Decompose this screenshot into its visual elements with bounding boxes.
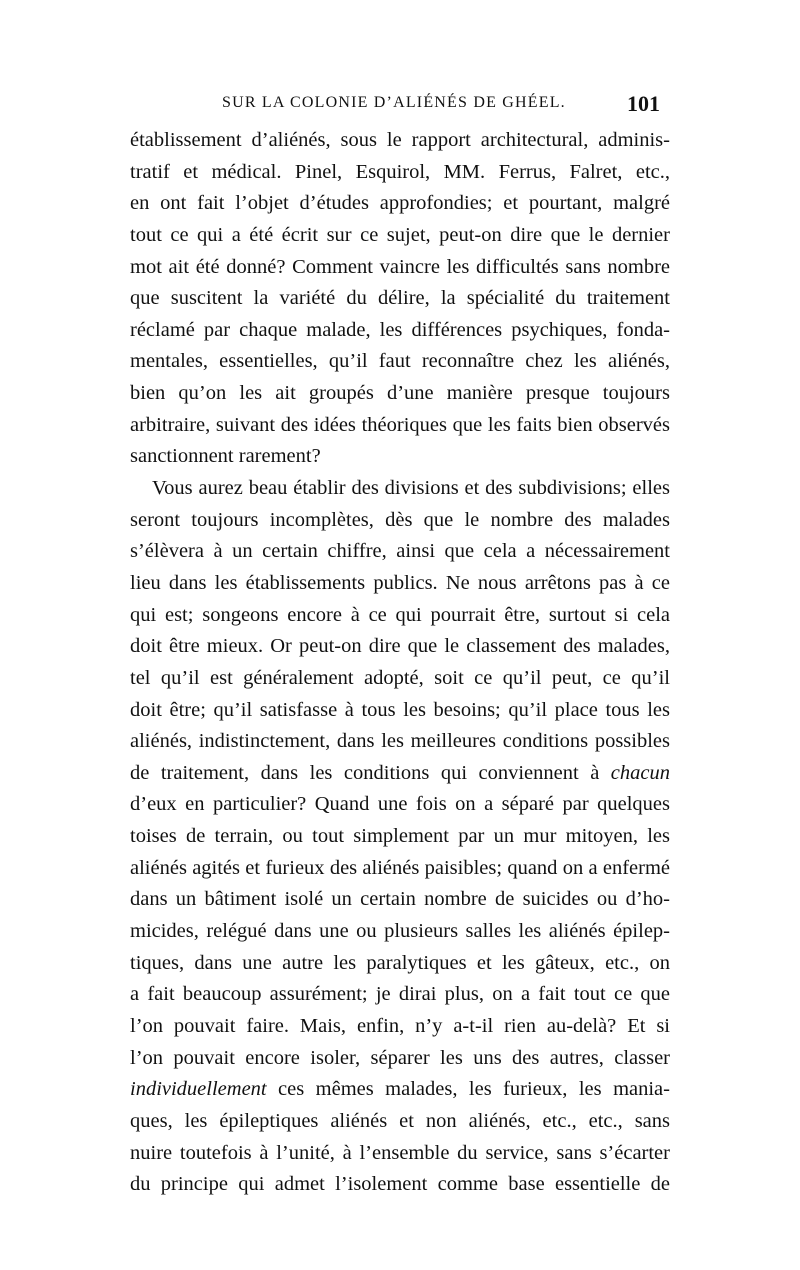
italic-word: individuellement — [130, 1078, 267, 1101]
text-line: aliénés, indistinctement, dans les meilleures conditions possibles — [130, 730, 670, 753]
text-line: tiques, dans une autre les paralytiques et les gâteux, etc., on — [130, 951, 670, 974]
body-text — [130, 125, 670, 1201]
text-line: tel qu’il est généralement adopté, soit ce qu’il peut, ce qu’il — [130, 666, 670, 689]
text-line — [130, 758, 670, 790]
text-line: lieu dans les établissements publics. Ne nous arrêtons pas à ce — [130, 571, 670, 594]
text-line: dans un bâtiment isolé un certain nombre de suicides ou d’ho- — [130, 888, 670, 911]
text-line: arbitraire, suivant des idées théoriques que les faits bien observés — [130, 413, 670, 436]
text-line: doit être; qu’il satisfasse à tous les besoins; qu’il place tous les — [130, 698, 670, 721]
text-line: sanctionnent rarement? — [130, 445, 321, 468]
text-line: établissement d’aliénés, sous le rapport architectural, adminis- — [130, 129, 670, 151]
page-number: 101 — [627, 91, 660, 116]
text-line: mot ait été donné? Comment vaincre les difficultés sans nombre — [130, 255, 670, 278]
text-line: mentales, essentielles, qu’il faut reconnaître chez les aliénés, — [130, 350, 670, 373]
text-line — [130, 1074, 670, 1106]
text-line: tratif et médical. Pinel, Esquirol, MM. Ferrus, Falret, etc., — [130, 160, 670, 183]
running-head — [130, 91, 670, 118]
paragraph-1 — [130, 125, 670, 473]
text-line: réclamé par chaque malade, les différences psychiques, fonda- — [130, 318, 670, 341]
running-title: SUR LA COLONIE D’ALIÉNÉS DE GHÉEL. — [222, 94, 566, 111]
text-line: bien qu’on les ait groupés d’une manière presque toujours — [130, 382, 670, 405]
text-segment: de traitement, dans les conditions qui conviennent à — [130, 761, 611, 784]
text-line: tout ce qui a été écrit sur ce sujet, peut-on dire que le dernier — [130, 223, 670, 246]
text-line: Vous aurez beau établir des divisions et des subdivisions; elles — [152, 477, 670, 500]
text-line: l’on pouvait encore isoler, séparer les uns des autres, classer — [130, 1046, 670, 1069]
text-line: s’élèvera à un certain chiffre, ainsi que cela a nécessairement — [130, 540, 670, 563]
text-line: ques, les épileptiques aliénés et non aliénés, etc., etc., sans — [130, 1109, 670, 1132]
text-line: aliénés agités et furieux des aliénés paisibles; quand on a enfermé — [130, 856, 670, 879]
text-line: doit être mieux. Or peut-on dire que le classement des malades, — [130, 635, 670, 658]
paragraph-2 — [130, 473, 670, 1201]
text-line: que suscitent la variété du délire, la spécialité du traitement — [130, 287, 670, 310]
text-line: micides, relégué dans une ou plusieurs salles les aliénés épilep- — [130, 920, 670, 943]
text-line: du principe qui admet l’isolement comme base essentielle de — [130, 1173, 670, 1196]
text-line: qui est; songeons encore à ce qui pourrait être, surtout si cela — [130, 603, 670, 626]
text-segment: ces mêmes malades, les furieux, les mania- — [266, 1078, 670, 1101]
text-line: d’eux en particulier? Quand une fois on a séparé par quelques — [130, 793, 670, 816]
text-line: en ont fait l’objet d’études approfondies; et pourtant, malgré — [130, 192, 670, 215]
italic-word: chacun — [610, 761, 670, 784]
text-line: toises de terrain, ou tout simplement par un mur mitoyen, les — [130, 825, 670, 848]
text-line: l’on pouvait faire. Mais, enfin, n’y a-t-il rien au-delà? Et si — [130, 1014, 670, 1037]
text-line: a fait beaucoup assurément; je dirai plus, on a fait tout ce que — [130, 983, 670, 1006]
text-line: nuire toutefois à l’unité, à l’ensemble du service, sans s’écarter — [130, 1141, 670, 1164]
text-line: seront toujours incomplètes, dès que le nombre des malades — [130, 508, 670, 531]
